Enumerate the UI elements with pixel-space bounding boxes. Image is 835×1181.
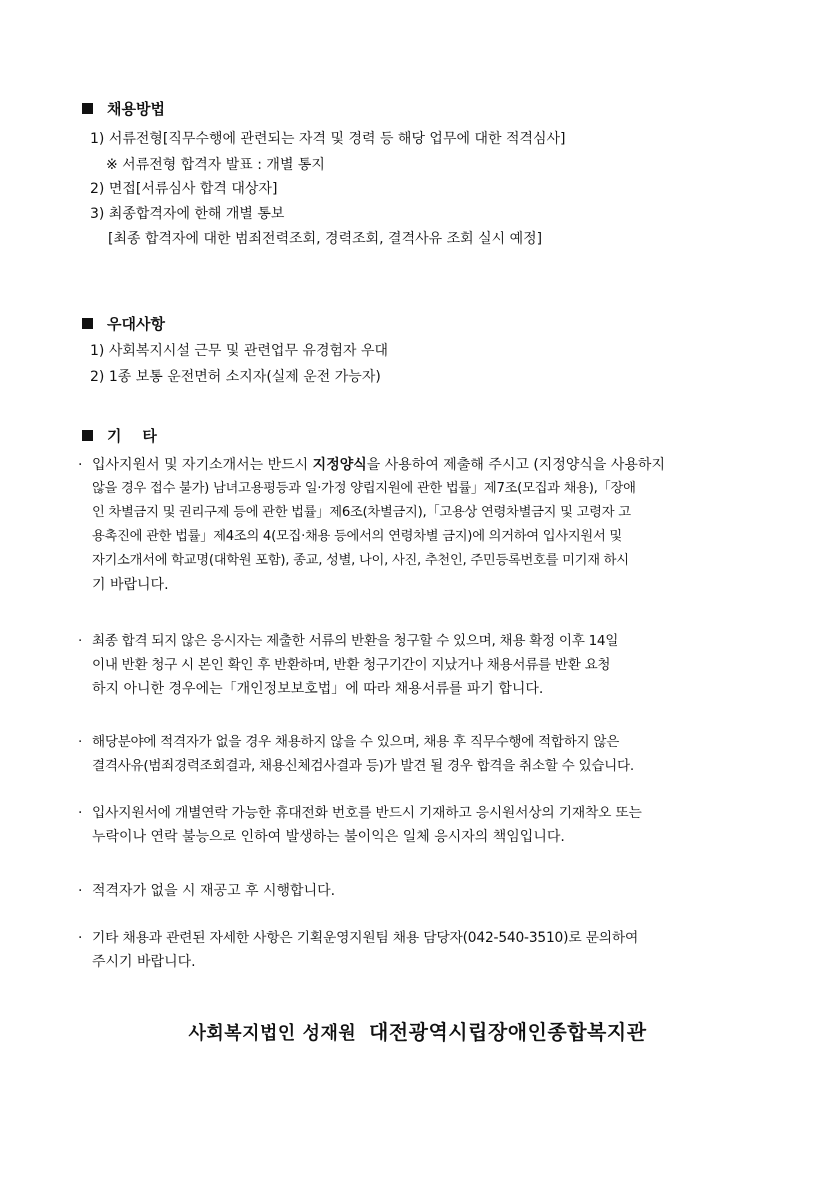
section-heading-preference: [82, 313, 165, 334]
dot-bullet-icon: ·: [78, 734, 83, 750]
recruit-line-1: 1) 서류전형[직무수행에 관련되는 자격 및 경력 등 해당 업무에 대한 적격심사]: [90, 131, 566, 147]
etc-paragraph-1: · 입사지원서 및 자기소개서는 반드시 지정양식을 사용하여 제출해 주시고 (지정양식을 사용하지 않을 경우 접수 불가) 남녀고용평등과 일·가정 양립지원에 관한 법률」제7조(모집과 채용),「장애 인 차별금지 및 권리구제 등에 관한 법률」제6조(차별금지),「고용상 연령차별금지 및 고령자 고 용촉진에 관한 법률」제4조의 4(모집·채용 등에서의 연령차별 금지)에 의거하여 입사지원서 및 자기소개서에 학교명(대학원 포함), 종교, 성별, 나이, 사진, 추천인, 주민등록번호를 미기재 하시 기 바랍니다.: [78, 453, 768, 597]
square-bullet-icon: [82, 318, 93, 329]
dot-bullet-icon: ·: [78, 883, 83, 899]
recruit-line-3: 3) 최종합격자에 한해 개별 통보: [90, 206, 285, 222]
preference-line-1: 1) 사회복지시설 근무 및 관련업무 유경험자 우대: [90, 343, 389, 359]
dot-bullet-icon: ·: [78, 633, 83, 649]
etc-paragraph-6: · 기타 채용과 관련된 자세한 사항은 기획운영지원팀 채용 담당자(042-540-3510)로 문의하여 주시기 바랍니다.: [78, 926, 768, 974]
etc-paragraph-2: · 최종 합격 되지 않은 응시자는 제출한 서류의 반환을 청구할 수 있으며, 채용 확정 이후 14일 이내 반환 청구 시 본인 확인 후 반환하며, 반환 청구기간이 지났거나 채용서류를 반환 요청 하지 아니한 경우에는「개인정보보호법」에 따라 채용서류를 파기 합니다.: [78, 629, 768, 701]
section-title: 우대사항: [107, 315, 165, 333]
recruit-note-2: [최종 합격자에 대한 범죄전력조회, 경력조회, 결격사유 조회 실시 예정]: [108, 231, 543, 247]
preference-line-2: 2) 1종 보통 운전면허 소지자(실제 운전 가능자): [90, 369, 381, 385]
section-heading-etc: [82, 425, 157, 446]
dot-bullet-icon: ·: [78, 930, 83, 946]
org-name: 사회복지법인 성재원: [188, 1023, 357, 1044]
recruit-note: ※ 서류전형 합격자 발표 : 개별 통지: [106, 157, 325, 173]
section-heading-recruit: [82, 98, 165, 119]
etc-paragraph-3: · 해당분야에 적격자가 없을 경우 채용하지 않을 수 있으며, 채용 후 직무수행에 적합하지 않은 결격사유(범죄경력조회결과, 채용신체검사결과 등)가 발견 될 경우 합격을 취소할 수 있습니다.: [78, 730, 768, 778]
etc-paragraph-4: · 입사지원서에 개별연락 가능한 휴대전화 번호를 반드시 기재하고 응시원서상의 기재착오 또는 누락이나 연락 불능으로 인하여 발생하는 불이익은 일체 응시자의 책임입니다.: [78, 801, 768, 849]
recruit-line-2: 2) 면접[서류심사 합격 대상자]: [90, 181, 278, 197]
facility-name: 대전광역시립장애인종합복지관: [369, 1020, 647, 1044]
dot-bullet-icon: ·: [78, 457, 83, 473]
etc-paragraph-5: · 적격자가 없을 시 재공고 후 시행합니다.: [78, 879, 768, 903]
emphasis-text: 지정양식: [312, 457, 367, 473]
dot-bullet-icon: ·: [78, 805, 83, 821]
section-title: 기 타: [107, 427, 157, 445]
square-bullet-icon: [82, 103, 93, 114]
organization-signature: [0, 1016, 835, 1045]
square-bullet-icon: [82, 430, 93, 441]
section-title: 채용방법: [107, 100, 165, 118]
